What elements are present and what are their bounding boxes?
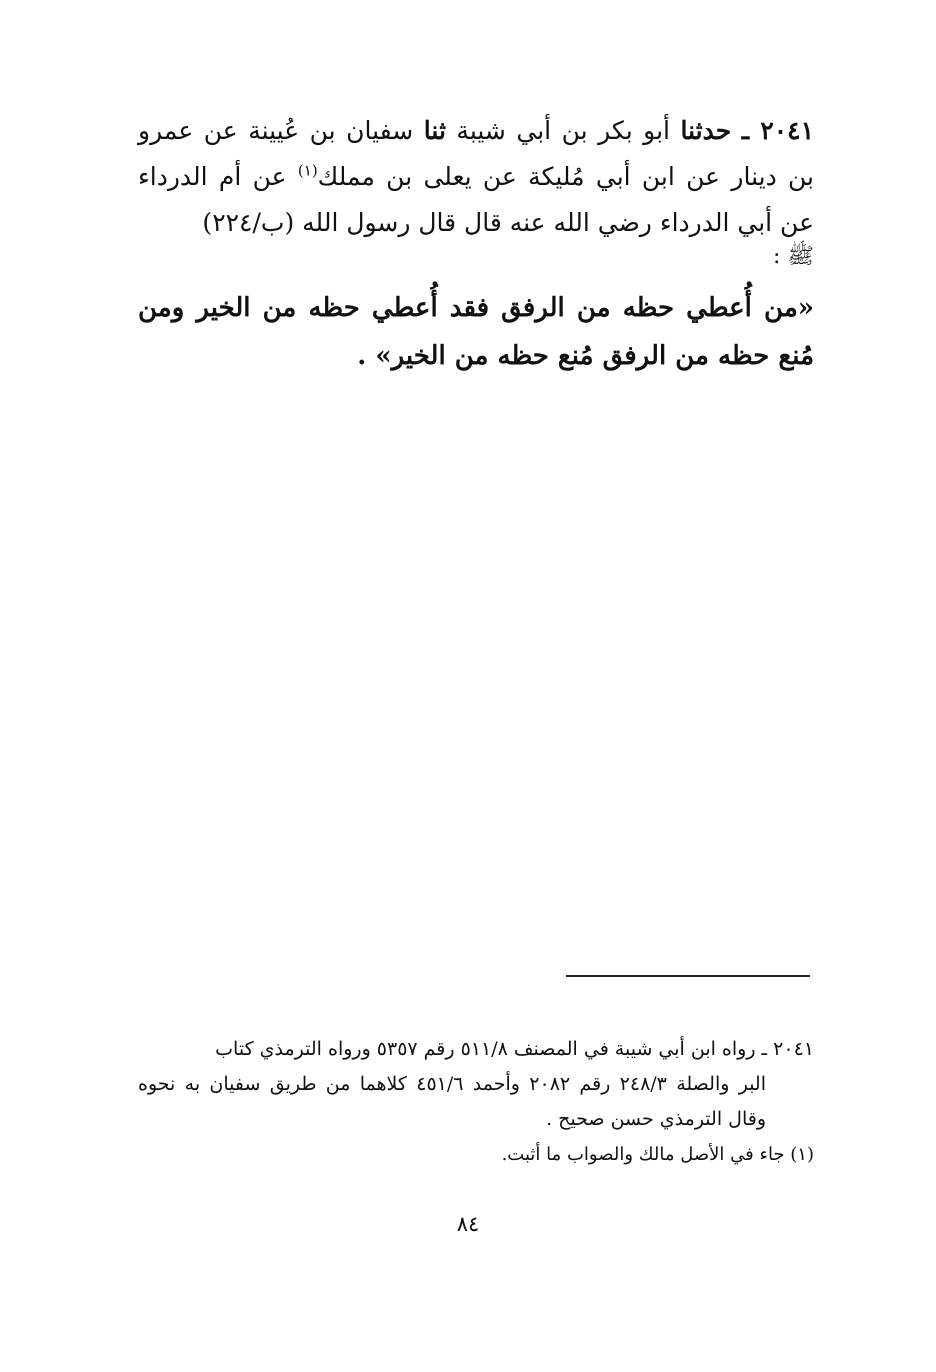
hadith-number: ٢٠٤١ ـ xyxy=(741,116,815,145)
haddathana-word: حدثنا xyxy=(680,116,732,145)
page-number: ٨٤ xyxy=(456,1212,480,1236)
thana-word: ثنا xyxy=(423,116,446,145)
isnad-part-3: عن أم الدرداء عن أبي الدرداء رضي الله عنه قال قال رسول الله (ب/٢٢٤) xyxy=(138,162,814,237)
isnad-part-2: سفيان بن عُيينة عن عمرو بن دينار عن ابن أبي مُليكة عن يعلى بن مملك xyxy=(138,116,815,191)
takhrij-rest: البر والصلة ٢٤٨/٣ رقم ٢٠٨٢ وأحمد ٤٥١/٦ كلاهما من طريق سفيان به نحوه وقال الترمذي حسن صحيح . xyxy=(138,1073,767,1130)
salutation-glyph: ﷺ : xyxy=(773,244,814,269)
isnad-part-1: أبو بكر بن أبي شيبة xyxy=(456,116,670,145)
footnote-1: (١) جاء في الأصل مالك والصواب ما أثبت. xyxy=(501,1144,814,1165)
isnad-paragraph xyxy=(138,108,814,272)
hadith-matn: «من أُعطي حظه من الرفق فقد أُعطي حظه من الخير ومن مُنع حظه من الرفق مُنع حظه من الخير» . xyxy=(138,293,814,371)
hadith-body xyxy=(138,108,814,380)
footnotes xyxy=(138,1032,814,1172)
hadith-takhrij-note xyxy=(138,1032,814,1137)
footnote-separator xyxy=(566,975,810,977)
footnote-marker: (١) xyxy=(297,161,318,180)
takhrij-line-1: ٢٠٤١ ـ رواه ابن أبي شيبة في المصنف ٥١١/٨ رقم ٥٣٥٧ ورواه الترمذي كتاب xyxy=(215,1038,814,1060)
